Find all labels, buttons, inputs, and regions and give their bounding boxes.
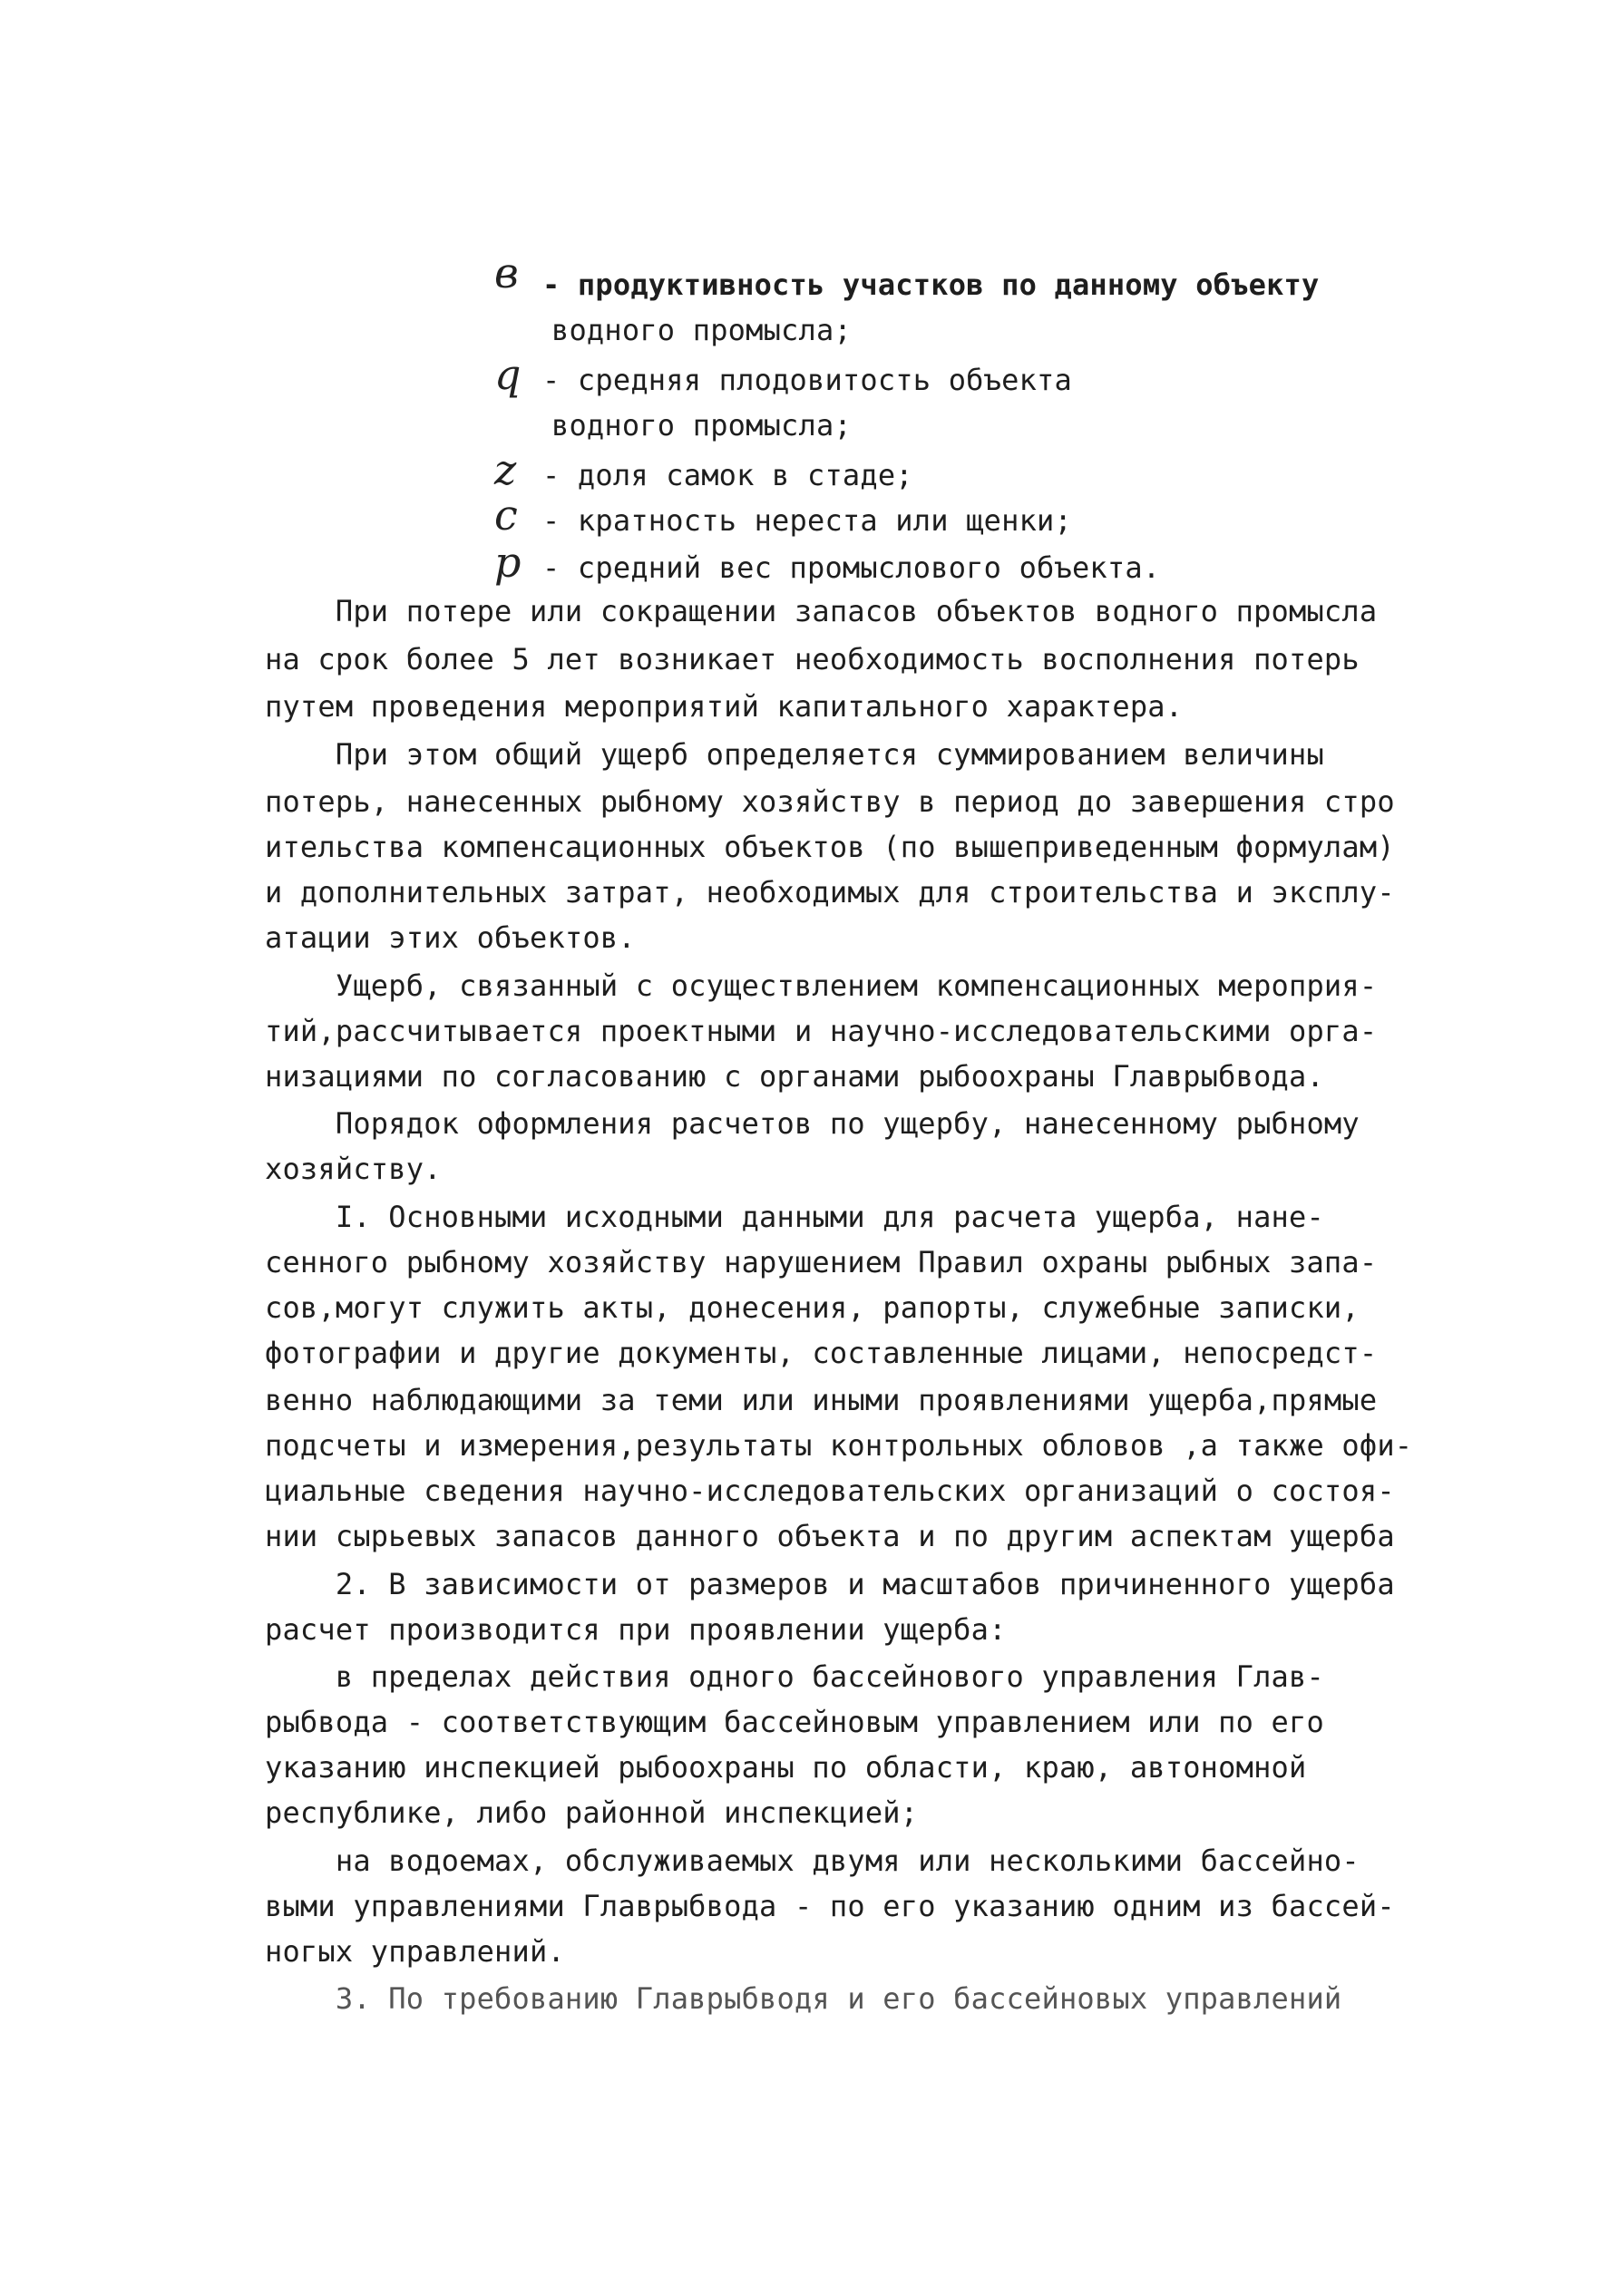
body-line: низациями по согласованию с органами рыбоохраны Главрыбвода. <box>265 1059 1324 1094</box>
symbol-p: р <box>494 538 522 587</box>
body-line: и дополнительных затрат, необходимых для строительства и эксплу- <box>265 875 1395 910</box>
body-line: циальные сведения научно-исследовательских организаций о состоя- <box>265 1474 1395 1508</box>
body-line: указанию инспекцией рыбоохраны по области, краю, автономной <box>265 1750 1307 1785</box>
body-line: При этом общий ущерб определяется суммированием величины <box>265 737 1324 772</box>
body-line: Ущерб, связанный с осуществлением компенсационных мероприя- <box>265 968 1378 1003</box>
body-line: 2. В зависимости от размеров и масштабов причиненного ущерба <box>265 1567 1395 1601</box>
legend-p-line1: - средний вес промыслового объекта. <box>542 550 1161 585</box>
legend-c-line1: - кратность нереста или щенки; <box>542 503 1072 538</box>
body-line: на срок более 5 лет возникает необходимость восполнения потерь <box>265 642 1360 676</box>
legend-z-line1: - доля самок в стаде; <box>542 458 913 492</box>
legend-b-line2: водного промысла; <box>551 313 852 347</box>
legend-b-line1: - продуктивность участков по данному объекту <box>542 268 1320 302</box>
body-line: рыбвода - соответствующим бассейновым управлением или по его <box>265 1705 1324 1739</box>
body-line: атации этих объектов. <box>265 920 636 955</box>
legend-q-line1: - средняя плодовитость объекта <box>542 363 1072 397</box>
symbol-q: q <box>494 350 522 399</box>
body-line: выми управлениями Главрыбвода - по его указанию одним из бассей- <box>265 1889 1395 1923</box>
body-line: 3. По требованию Главрыбводя и его бассейновых управлений <box>265 1981 1342 2016</box>
legend-q-line2: водного промысла; <box>551 408 852 443</box>
body-line: венно наблюдающими за теми или иными проявлениями ущерба,прямые <box>265 1383 1378 1417</box>
body-line: тий,рассчитывается проектными и научно-исследовательскими орга- <box>265 1014 1378 1048</box>
body-line: I. Основными исходными данными для расчета ущерба, нане- <box>265 1200 1324 1234</box>
body-line: расчет производится при проявлении ущерба: <box>265 1612 1007 1647</box>
body-line: сенного рыбному хозяйству нарушением Правил охраны рыбных запа- <box>265 1245 1378 1279</box>
symbol-b: в <box>494 248 519 297</box>
body-line: ногых управлений. <box>265 1934 565 1969</box>
body-line: республике, либо районной инспекцией; <box>265 1795 919 1830</box>
body-line: подсчеты и измерения,результаты контрольных обловов ,а также офи- <box>265 1428 1413 1463</box>
body-line: Порядок оформления расчетов по ущербу, нанесенному рыбному <box>265 1106 1360 1141</box>
body-line: в пределах действия одного бассейнового управления Глав- <box>265 1659 1324 1694</box>
body-line: хозяйству. <box>265 1152 442 1186</box>
symbol-z: z <box>494 445 517 494</box>
body-line: путем проведения мероприятий капитального характера. <box>265 689 1184 724</box>
body-line: фотографии и другие документы, составленные лицами, непосредст- <box>265 1336 1378 1370</box>
body-line: При потере или сокращении запасов объектов водного промысла <box>265 594 1378 628</box>
body-line: потерь, нанесенных рыбному хозяйству в период до завершения стро <box>265 784 1395 819</box>
body-line: нии сырьевых запасов данного объекта и по другим аспектам ущерба <box>265 1519 1395 1553</box>
body-line: ительства компенсационных объектов (по вышеприведенным формулам) <box>265 830 1395 864</box>
body-line: сов,могут служить акты, донесения, рапорты, служебные записки, <box>265 1290 1360 1325</box>
body-line: на водоемах, обслуживаемых двумя или несколькими бассейно- <box>265 1844 1360 1878</box>
symbol-c: с <box>494 491 518 540</box>
